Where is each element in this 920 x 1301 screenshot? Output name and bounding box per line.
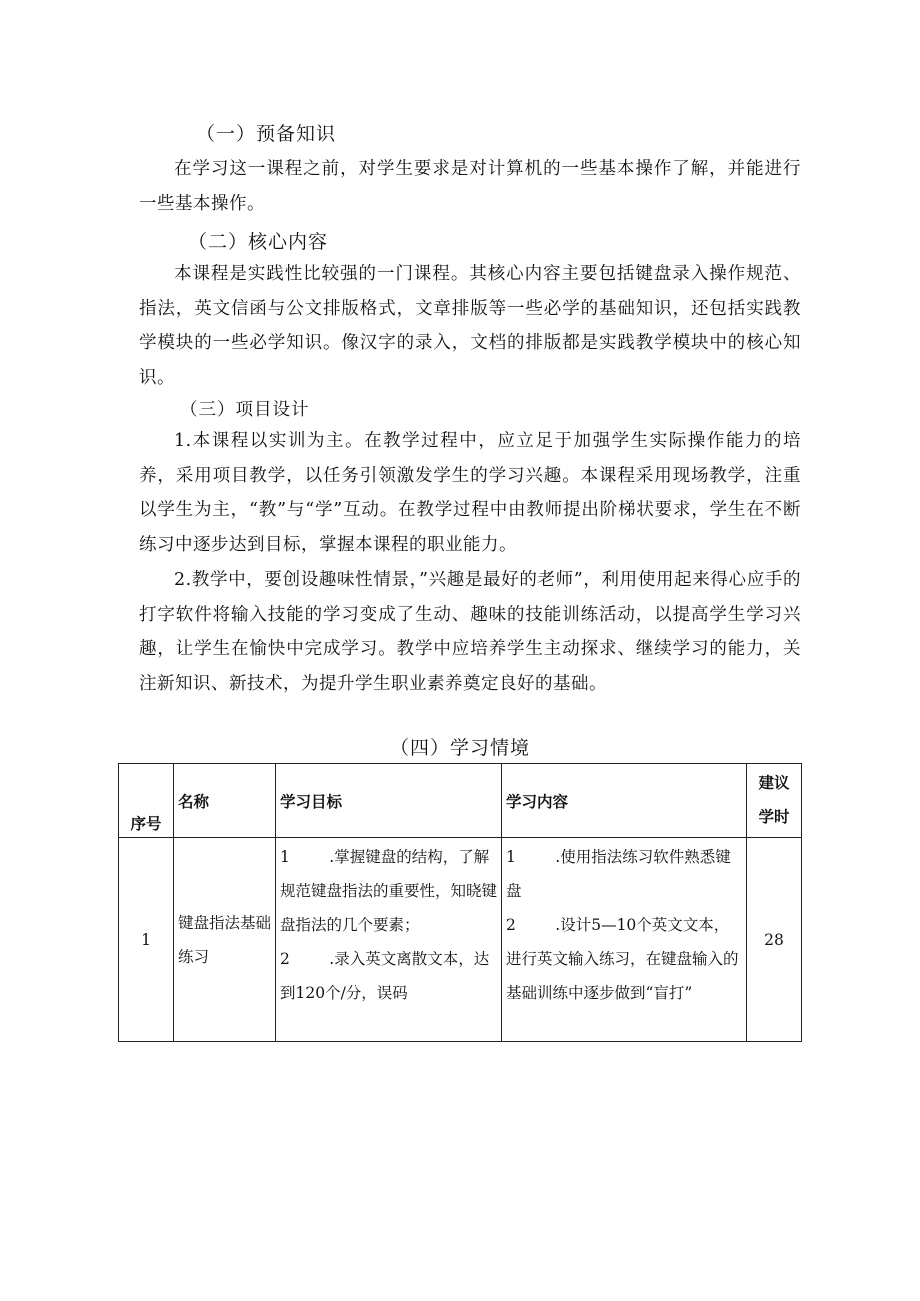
- row-hours: 28: [747, 838, 802, 1042]
- goal-item-2: 2 .录入英文离散文本，达到120个/分，误码: [280, 950, 490, 1002]
- goal-item-1: 1 .掌握键盘的结构，了解规范键盘指法的重要性，知晓键盘指法的几个要素；: [280, 848, 497, 934]
- paragraph-prerequisite: 在学习这一课程之前，对学生要求是对计算机的一些基本操作了解，并能进行一些基本操作。: [139, 159, 801, 214]
- header-learning-content: 学习内容: [502, 764, 747, 838]
- paragraph-project-design-1: 1.本课程以实训为主。在教学过程中，应立足于加强学生实际操作能力的培养，采用项目教学，以任务引领激发学生的学习兴趣。本课程采用现场教学，注重以学生为主，“教”与“学”互动。在教学过程中由教师提出阶梯状要求，学生在不断练习中逐步达到目标，掌握本课程的职业能力。: [139, 431, 801, 555]
- row-name: 键盘指法基础练习: [174, 838, 276, 1042]
- heading-prerequisite: （一）预备知识: [196, 123, 337, 145]
- header-hours-line-1: 建议: [758, 773, 790, 792]
- table-caption: （四）学习情境: [389, 737, 530, 759]
- row-learning-content: [502, 838, 747, 1042]
- header-hours-line-2: 学时: [758, 807, 790, 826]
- table-header-row: [119, 764, 802, 838]
- heading-project-design: （三）项目设计: [180, 400, 310, 420]
- header-serial-no: 序号: [119, 764, 174, 838]
- heading-core-content: （二）核心内容: [188, 231, 329, 253]
- header-suggested-hours: [747, 764, 802, 838]
- paragraph-project-design-2: 2.教学中，要创设趣味性情景，”兴趣是最好的老师”，利用使用起来得心应手的打字软件将输入技能的学习变成了生动、趣味的技能训练活动，以提高学生学习兴趣，让学生在愉快中完成学习。教学中应培养学生主动探求、继续学习的能力，关注新知识、新技术，为提升学生职业素养奠定良好的基础。: [139, 570, 801, 694]
- learning-scenario-table: [118, 763, 802, 1042]
- row-learning-goal: [276, 838, 502, 1042]
- header-name: 名称: [174, 764, 276, 838]
- table-row: [119, 838, 802, 1042]
- row-serial-no: 1: [119, 838, 174, 1042]
- content-item-2: 2 .设计5—10个英文文本，进行英文输入练习，在键盘输入的基础训练中逐步做到“盲打”: [506, 916, 739, 1002]
- paragraph-core-content: 本课程是实践性比较强的一门课程。其核心内容主要包括键盘录入操作规范、指法，英文信函与公文排版格式，文章排版等一些必学的基础知识，还包括实践教学模块的一些必学知识。像汉字的录入，文档的排版都是实践教学模块中的核心知识。: [139, 264, 801, 388]
- content-item-1: 1 .使用指法练习软件熟悉键盘: [506, 848, 731, 900]
- header-learning-goal: 学习目标: [276, 764, 502, 838]
